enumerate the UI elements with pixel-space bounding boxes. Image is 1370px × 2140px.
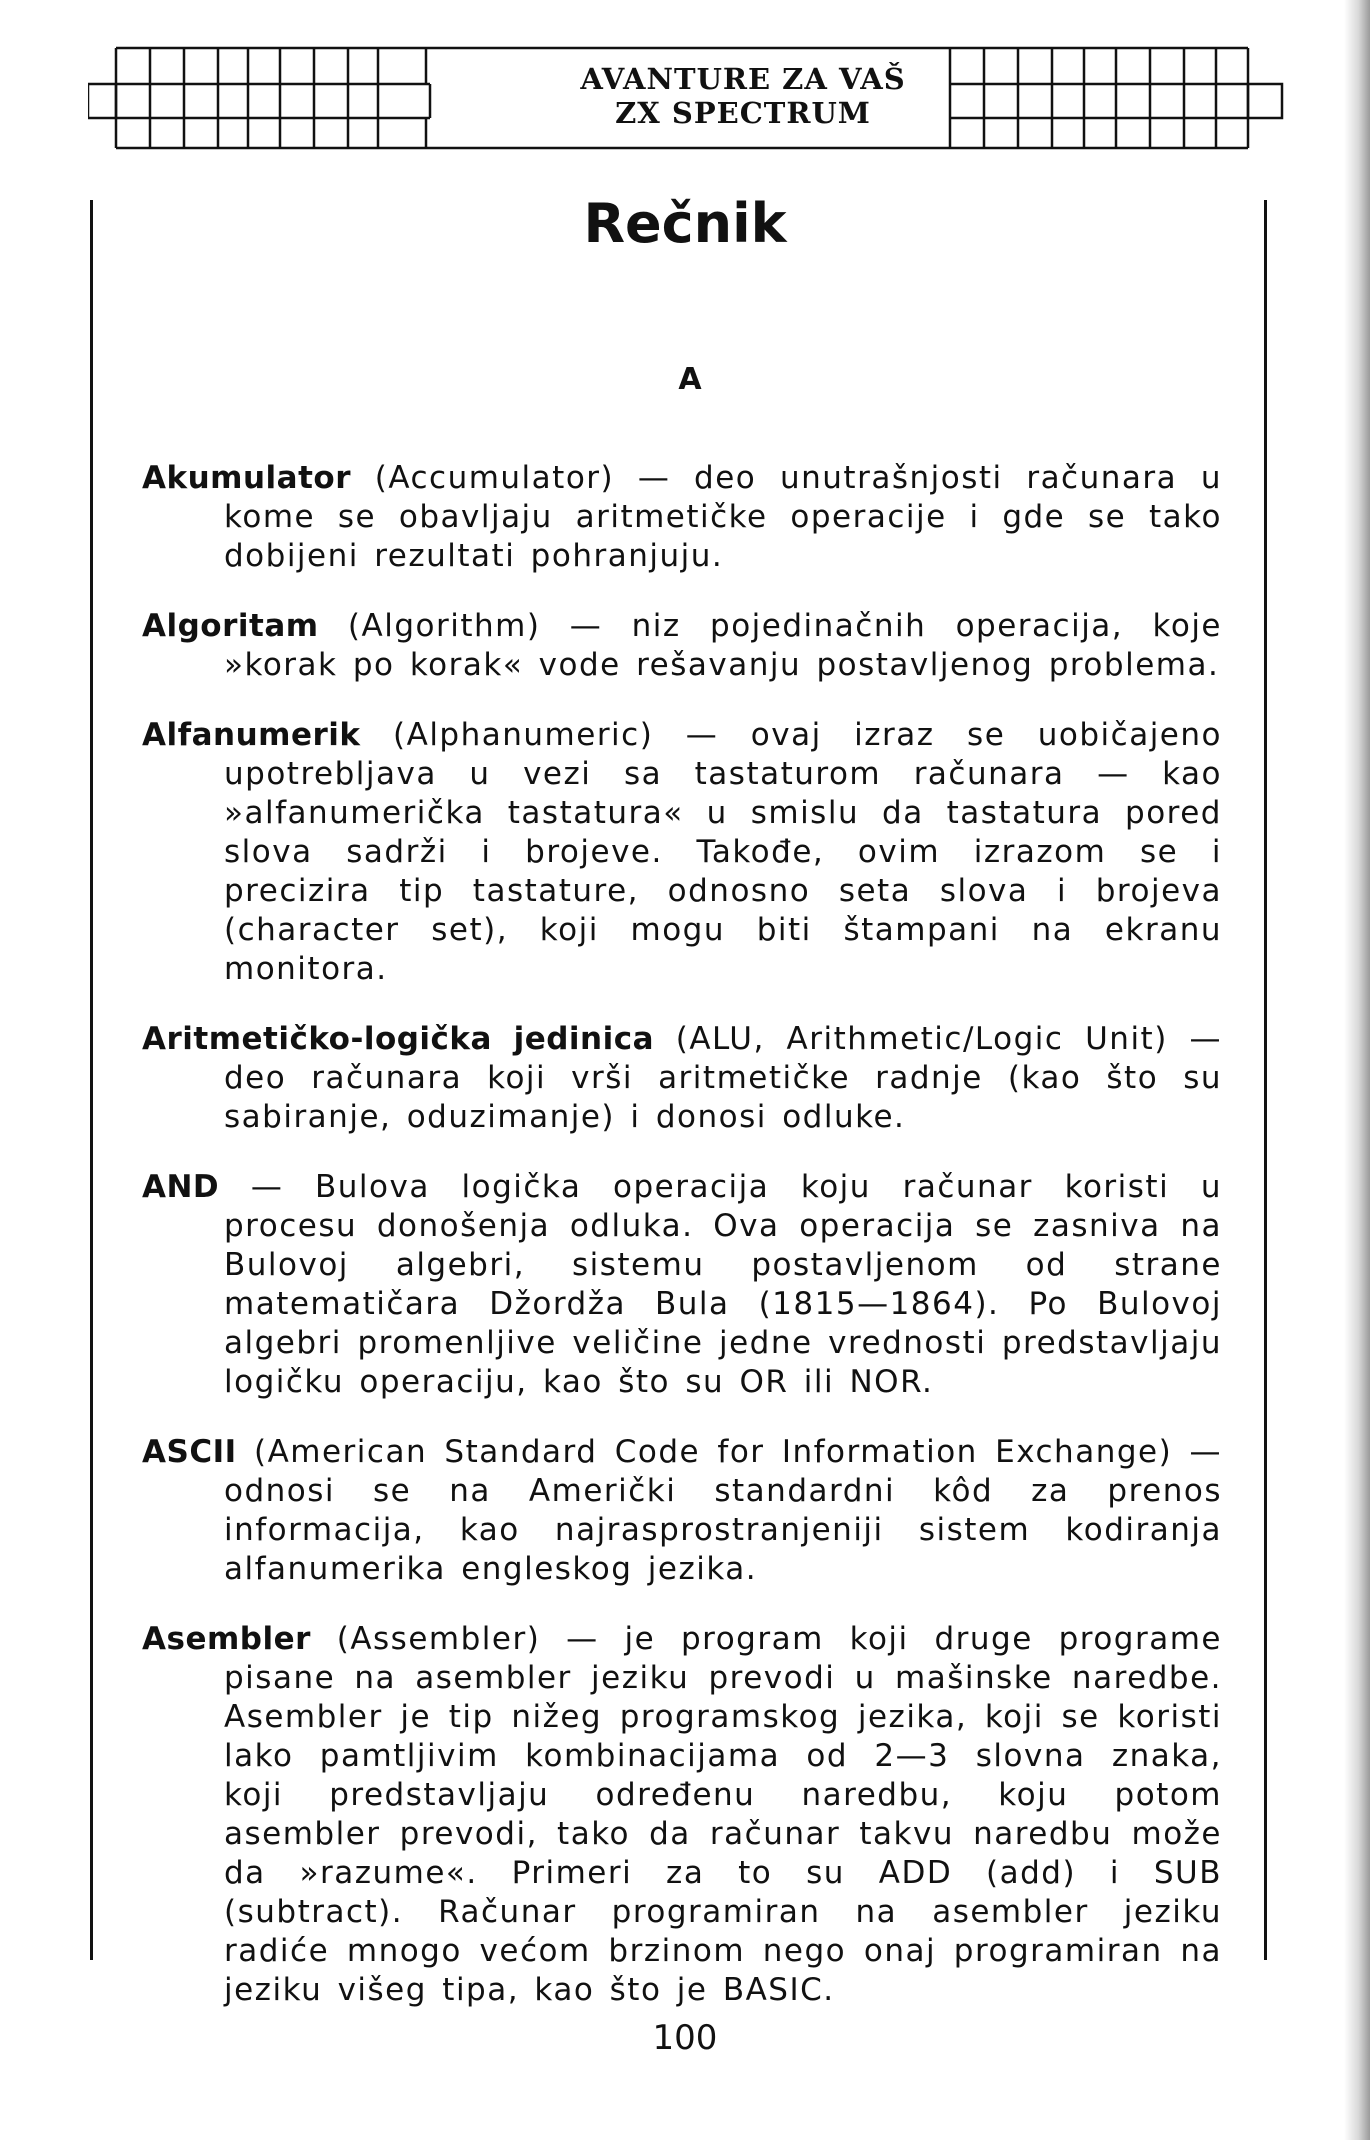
page-title: Rečnik	[583, 192, 787, 255]
entry-definition: (Accumulator) — deo unutrašnjosti računara u kome se obavljaju aritmetičke operacije i gde se tako dobijeni rezultati pohranjuju.	[224, 460, 1222, 574]
entry-term: AND	[142, 1169, 220, 1205]
entry-term: Algoritam	[142, 608, 319, 644]
glossary-entry	[142, 1620, 1222, 2010]
entry-definition: — Bulova logička operacija koju računar koristi u procesu donošenja odluka. Ova operacija se zasniva na Bulovoj algebri, sistemu postavljenom od strane matematičara Džordža Bula (1815—1864). Po Bulovoj algebri promenljive veličine jedne vrednosti predstavljaju logičku operaciju, kao što su OR ili NOR.	[224, 1169, 1222, 1400]
entry-definition: (Alphanumeric) — ovaj izraz se uobičajeno upotrebljava u vezi sa tastaturom računara — kao »alfanumerička tastatura« u smislu da tastatura pored slova sadrži i brojeve. Takođe, ovim izrazom se i precizira tip tastature, odnosno seta slova i brojeva (character set), koji mogu biti štampani na ekranu monitora.	[224, 717, 1222, 987]
entry-term: Aritmetičko-logička jedinica	[142, 1021, 655, 1057]
page-number: 100	[652, 2018, 718, 2058]
glossary-entry	[142, 1020, 1222, 1137]
glossary-entry	[142, 459, 1222, 576]
header-title	[513, 62, 973, 130]
header-line-1: AVANTURE ZA VAŠ	[580, 62, 906, 96]
glossary-entry	[142, 716, 1222, 989]
entry-term: Alfanumerik	[142, 717, 361, 753]
header-line-2: ZX SPECTRUM	[615, 96, 871, 130]
glossary-entry	[142, 1168, 1222, 1402]
entry-term: Asembler	[142, 1621, 311, 1657]
section-letter: A	[678, 362, 702, 397]
entry-definition: (ALU, Arithmetic/Logic Unit) — deo računara koji vrši aritmetičke radnje (kao što su sabiranje, oduzimanje) i donosi odluke.	[224, 1021, 1222, 1135]
glossary-entries	[142, 428, 1222, 2030]
glossary-entry	[142, 1433, 1222, 1589]
entry-term: ASCII	[142, 1434, 237, 1470]
right-margin-rule	[1264, 200, 1267, 1960]
page-header	[88, 44, 1290, 152]
scan-edge-shadow	[1344, 0, 1370, 2140]
entry-definition: (Assembler) — je program koji druge programe pisane na asembler jeziku prevodi u mašinske naredbe. Asembler je tip nižeg programskog jezika, koji se koristi lako pamtljivim kombinacijama od 2—3 slovna znaka, koji predstavljaju određenu naredbu, koju potom asembler prevodi, tako da računar takvu naredbu može da »razume«. Primeri za to su ADD (add) i SUB (subtract). Računar programiran na asembler jeziku radiće mnogo većom brzinom nego onaj programiran na jeziku višeg tipa, kao što je BASIC.	[224, 1621, 1222, 2008]
entry-definition: (American Standard Code for Information Exchange) — odnosi se na Američki standardni kôd za prenos informacija, kao najrasprostranjeniji sistem kodiranja alfanumerika engleskog jezika.	[224, 1434, 1222, 1587]
glossary-entry	[142, 607, 1222, 685]
entry-definition: (Algorithm) — niz pojedinačnih operacija, koje »korak po korak« vode rešavanju postavljenog problema.	[224, 608, 1222, 683]
entry-term: Akumulator	[142, 460, 351, 496]
left-margin-rule	[90, 200, 93, 1960]
